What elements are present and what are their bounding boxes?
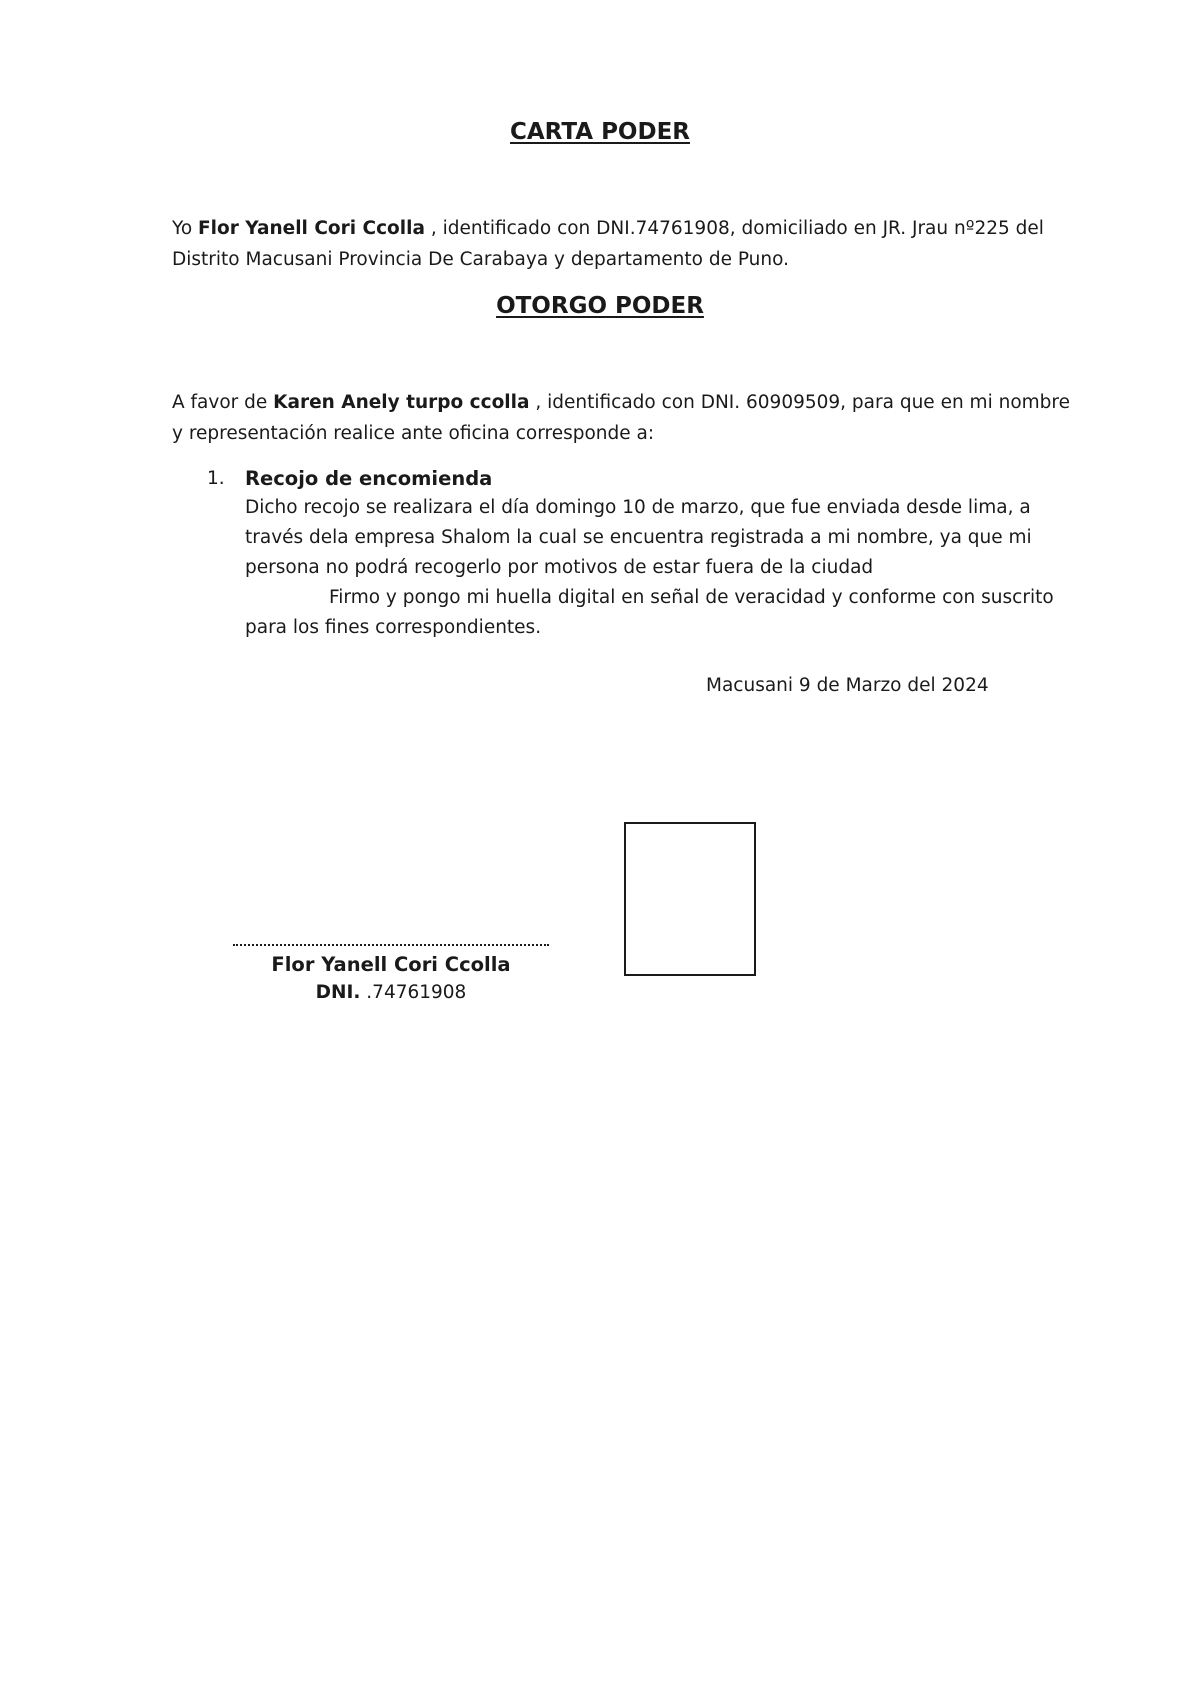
grantee-name: Karen Anely turpo ccolla xyxy=(273,392,530,413)
favor-paragraph xyxy=(172,387,1070,449)
favor-line-2: y representación realice ante oficina corresponde a: xyxy=(172,423,655,444)
favor-after-name: , identificado con DNI. 60909509, para que en mi nombre xyxy=(529,392,1070,413)
date-line: Macusani 9 de Marzo del 2024 xyxy=(706,675,989,696)
list-number: 1. xyxy=(207,468,225,489)
intro-prefix: Yo xyxy=(172,218,199,239)
favor-line-1 xyxy=(172,387,1070,418)
section-title: OTORGO PODER xyxy=(496,293,704,319)
intro-after-name: , identificado con DNI.74761908, domiciliado en JR. Jrau nº225 del xyxy=(424,218,1044,239)
item-body-line-3: persona no podrá recogerlo por motivos de estar fuera de la ciudad xyxy=(245,557,874,578)
intro-paragraph xyxy=(172,213,1044,275)
intro-line-2: Distrito Macusani Provincia De Carabaya y departamento de Puno. xyxy=(172,249,790,270)
item-body-last-line: para los fines correspondientes. xyxy=(245,617,542,638)
signature-line xyxy=(233,944,549,946)
signature-name: Flor Yanell Cori Ccolla xyxy=(271,953,511,976)
list-item-body xyxy=(245,493,1054,643)
document-title: CARTA PODER xyxy=(510,119,690,145)
signature-dni xyxy=(233,979,549,1007)
intro-line-1 xyxy=(172,213,1044,244)
item-body-line-2: través dela empresa Shalom la cual se encuentra registrada a mi nombre, ya que mi xyxy=(245,527,1032,548)
favor-prefix: A favor de xyxy=(172,392,274,413)
fingerprint-box xyxy=(624,822,756,976)
item-body-line-1: Dicho recojo se realizara el día domingo 10 de marzo, que fue enviada desde lima, a xyxy=(245,497,1031,518)
signature-dni-label: DNI. xyxy=(315,982,361,1003)
item-body-indented-line: Firmo y pongo mi huella digital en señal de veracidad y conforme con suscrito xyxy=(329,587,1054,608)
list-item-title: Recojo de encomienda xyxy=(245,467,493,490)
signature-dni-value: .74761908 xyxy=(360,982,467,1003)
grantor-name: Flor Yanell Cori Ccolla xyxy=(198,218,425,239)
